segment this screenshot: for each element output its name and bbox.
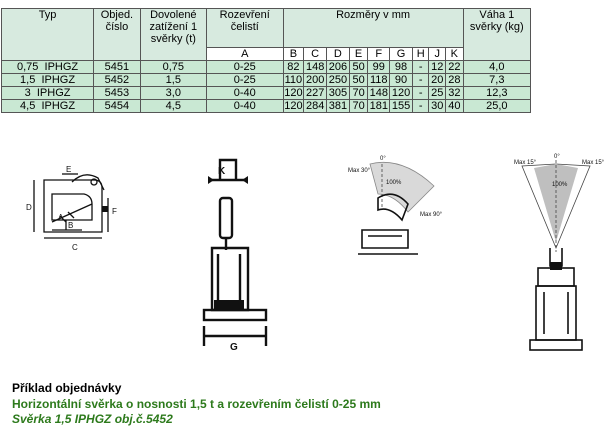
cell-objed: 5453 <box>94 87 141 100</box>
table-row <box>2 61 531 74</box>
cell-h: - <box>412 87 429 100</box>
cell-j: 12 <box>429 61 446 74</box>
subheader-j: J <box>429 48 446 61</box>
order-example-title: Příklad objednávky <box>12 381 122 395</box>
cell-vaha: 4,0 <box>463 61 530 74</box>
cell-c: 148 <box>304 61 327 74</box>
cell-e: 50 <box>349 74 368 87</box>
side-label-a: A <box>58 213 64 222</box>
cell-k: 28 <box>446 74 464 87</box>
cell-a: 0-25 <box>206 61 283 74</box>
cone-label-max15-right: Max 15° <box>582 160 605 166</box>
cell-d: 250 <box>327 74 350 87</box>
cell-j: 30 <box>429 100 446 113</box>
subheader-c: C <box>304 48 327 61</box>
cell-typ-name: IPHGZ <box>44 61 79 73</box>
tilt-label-max90: Max 90° <box>420 212 443 218</box>
cell-typ-load: 0,75 <box>16 61 39 73</box>
subheader-b: B <box>283 48 304 61</box>
cell-g: 120 <box>390 87 413 100</box>
cell-a: 0-40 <box>206 87 283 100</box>
header-rozevreni: Rozevření čelistí <box>206 9 283 48</box>
cell-typ-name: IPHGZ <box>41 74 76 86</box>
side-label-e: E <box>66 165 72 174</box>
cell-typ <box>2 87 94 100</box>
cell-typ-load: 4,5 <box>20 100 36 112</box>
tilt-label-max30: Max 30° <box>348 168 371 174</box>
header-zatizeni: Dovolené zatížení 1 svěrky (t) <box>140 9 206 61</box>
cell-objed: 5452 <box>94 74 141 87</box>
cell-b: 120 <box>284 100 303 112</box>
table-row <box>2 100 531 113</box>
cell-zatizeni: 1,5 <box>140 74 206 87</box>
cell-k: 40 <box>446 100 464 113</box>
front-label-g: G <box>230 342 238 353</box>
header-rozmery: Rozměry v mm <box>283 9 463 48</box>
spec-table <box>1 8 531 113</box>
cone-diagram-drawing <box>500 152 612 356</box>
cell-typ-load: 3 <box>24 87 31 99</box>
cell-d: 206 <box>327 61 350 74</box>
cell-h: - <box>412 61 429 74</box>
subheader-d: D <box>327 48 350 61</box>
cell-typ-name: IPHGZ <box>41 100 76 112</box>
cell-typ-name: IPHGZ <box>36 87 71 99</box>
cell-objed: 5454 <box>94 100 141 113</box>
cell-a: 0-25 <box>206 74 283 87</box>
cell-zatizeni: 4,5 <box>140 100 206 113</box>
subheader-f: F <box>368 48 390 61</box>
cell-h: - <box>412 74 429 87</box>
cell-f: 118 <box>368 74 390 87</box>
cell-k: 32 <box>446 87 464 100</box>
cell-d: 305 <box>327 87 350 100</box>
cell-typ <box>2 61 94 74</box>
cell-h: - <box>412 100 429 113</box>
tilt-diagram-drawing <box>342 150 452 270</box>
cone-label-zero: 0° <box>554 154 560 160</box>
order-example-description: Horizontální svěrka o nosnosti 1,5 t a rozevřením čelistí 0-25 mm <box>12 397 381 411</box>
cell-b: 82 <box>283 61 304 74</box>
cell-g: 90 <box>390 74 413 87</box>
table-row <box>2 87 531 100</box>
cell-e: 70 <box>349 100 368 113</box>
side-label-f: F <box>112 207 117 216</box>
side-label-c: C <box>72 243 78 252</box>
cell-vaha: 7,3 <box>463 74 530 87</box>
subheader-e: E <box>349 48 368 61</box>
cell-g: 155 <box>390 100 413 113</box>
table-row <box>2 74 531 87</box>
cell-j: 20 <box>429 74 446 87</box>
subheader-h: H <box>412 48 429 61</box>
header-typ: Typ <box>2 9 94 61</box>
cell-g: 98 <box>390 61 413 74</box>
cell-d: 381 <box>327 100 350 113</box>
cell-e: 50 <box>349 61 368 74</box>
cell-f: 148 <box>369 87 388 99</box>
subheader-a: A <box>206 48 283 61</box>
cell-vaha: 25,0 <box>463 100 530 113</box>
cell-j: 25 <box>429 87 446 100</box>
subheader-g: G <box>390 48 413 61</box>
cell-b: 120 <box>284 87 303 99</box>
cell-a: 0-40 <box>206 100 283 113</box>
cell-objed: 5451 <box>94 61 141 74</box>
tilt-label-zero: 0° <box>380 156 386 162</box>
cell-zatizeni: 3,0 <box>140 87 206 100</box>
cell-f: 99 <box>368 61 390 74</box>
cell-e: 70 <box>349 87 368 100</box>
cell-typ <box>2 74 94 87</box>
cell-typ-load: 1,5 <box>20 74 36 86</box>
cell-c: 227 <box>304 87 327 100</box>
header-vaha: Váha 1 svěrky (kg) <box>463 9 530 61</box>
side-label-d: D <box>26 203 32 212</box>
cell-typ <box>2 100 94 113</box>
cell-b: 110 <box>284 74 303 86</box>
order-example-item: Svěrka 1,5 IPHGZ obj.č.5452 <box>12 412 173 426</box>
side-label-b: B <box>68 221 74 230</box>
cone-label-100: 100% <box>552 182 568 188</box>
cell-vaha: 12,3 <box>463 87 530 100</box>
cell-k: 22 <box>446 61 464 74</box>
header-objed: Objed. číslo <box>94 9 141 61</box>
front-label-k: K <box>218 166 226 177</box>
subheader-k: K <box>446 48 464 61</box>
cell-f: 181 <box>369 100 388 112</box>
cell-zatizeni: 0,75 <box>140 61 206 74</box>
cell-c: 284 <box>304 100 327 113</box>
side-view-drawing <box>22 160 132 260</box>
cone-label-max15-left: Max 15° <box>514 160 537 166</box>
front-view-drawing <box>190 150 280 370</box>
cell-c: 200 <box>304 74 327 87</box>
tilt-label-100: 100% <box>386 180 402 186</box>
